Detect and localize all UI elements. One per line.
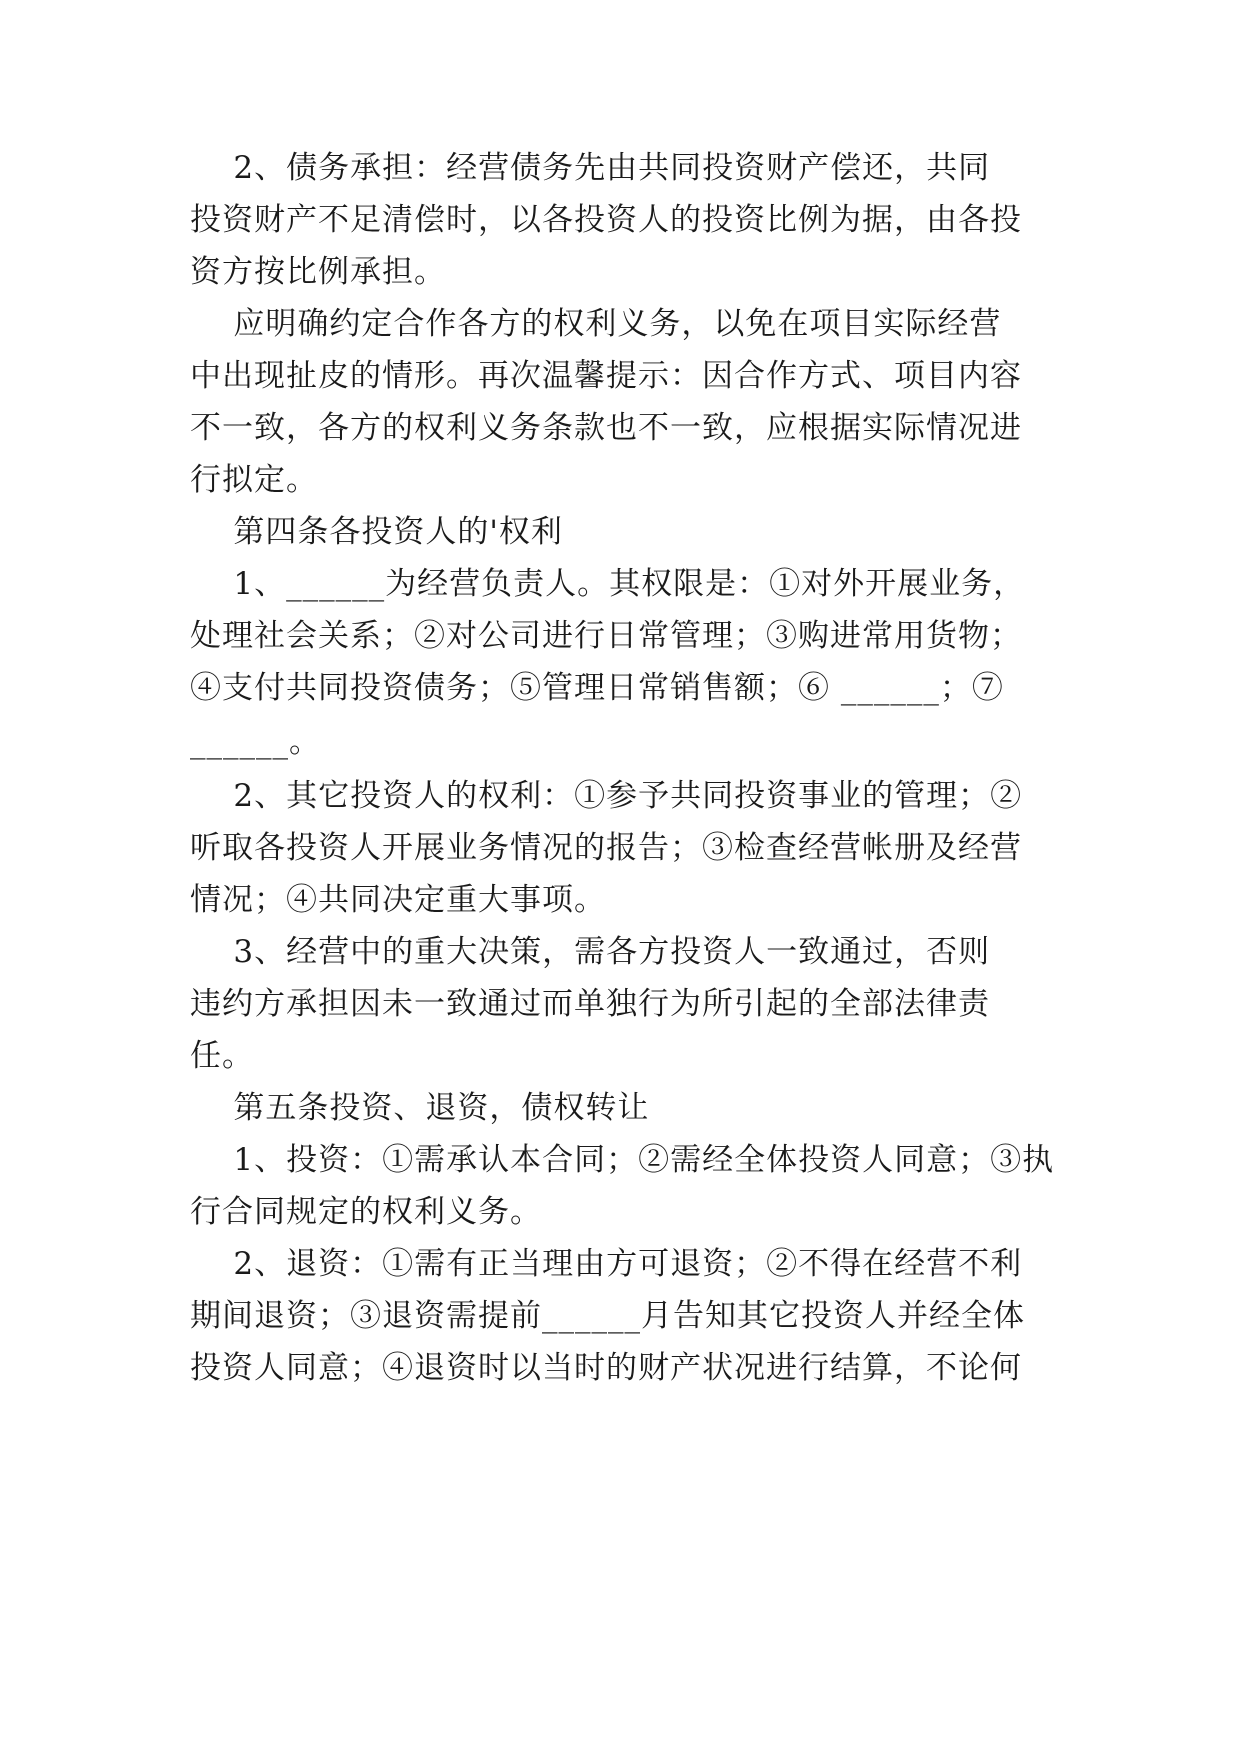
text-line: 任。 <box>190 1038 254 1074</box>
text-line: 3、经营中的重大决策，需各方投资人一致通过，否则 <box>190 934 991 970</box>
text-line: 2、其它投资人的权利：①参予共同投资事业的管理；② <box>190 778 1023 814</box>
text-line: 2、债务承担：经营债务先由共同投资财产偿还，共同 <box>190 150 991 186</box>
text-line: 中出现扯皮的情形。再次温馨提示：因合作方式、项目内容 <box>190 358 1022 394</box>
section-heading: 第五条投资、退资，债权转让 <box>190 1090 650 1126</box>
section-heading: 第四条各投资人的'权利 <box>190 514 563 550</box>
text-line: 处理社会关系；②对公司进行日常管理；③购进常用货物； <box>190 618 1022 654</box>
text-line: ______。 <box>190 724 321 760</box>
text-line: 行合同规定的权利义务。 <box>190 1194 542 1230</box>
text-line: 期间退资；③退资需提前______月告知其它投资人并经全体 <box>190 1298 1025 1334</box>
text-line: 1、投资：①需承认本合同；②需经全体投资人同意；③执 <box>190 1142 1055 1178</box>
text-line: 2、退资：①需有正当理由方可退资；②不得在经营不利 <box>190 1246 1023 1282</box>
text-line: 情况；④共同决定重大事项。 <box>190 882 606 918</box>
text-line: 行拟定。 <box>190 462 318 498</box>
text-line: 1、______为经营负责人。其权限是：①对外开展业务， <box>190 566 1026 602</box>
text-line: 不一致，各方的权利义务条款也不一致，应根据实际情况进 <box>190 410 1022 446</box>
text-line: 投资财产不足清偿时，以各投资人的投资比例为据，由各投 <box>190 202 1022 238</box>
text-line: ④支付共同投资债务；⑤管理日常销售额；⑥ ______；⑦ <box>190 670 1004 706</box>
text-line: 投资人同意；④退资时以当时的财产状况进行结算，不论何 <box>190 1350 1022 1386</box>
text-line: 违约方承担因未一致通过而单独行为所引起的全部法律责 <box>190 986 990 1022</box>
text-line: 应明确约定合作各方的权利义务，以免在项目实际经营 <box>190 306 1002 342</box>
text-line: 资方按比例承担。 <box>190 254 446 290</box>
text-line: 听取各投资人开展业务情况的报告；③检查经营帐册及经营 <box>190 830 1022 866</box>
